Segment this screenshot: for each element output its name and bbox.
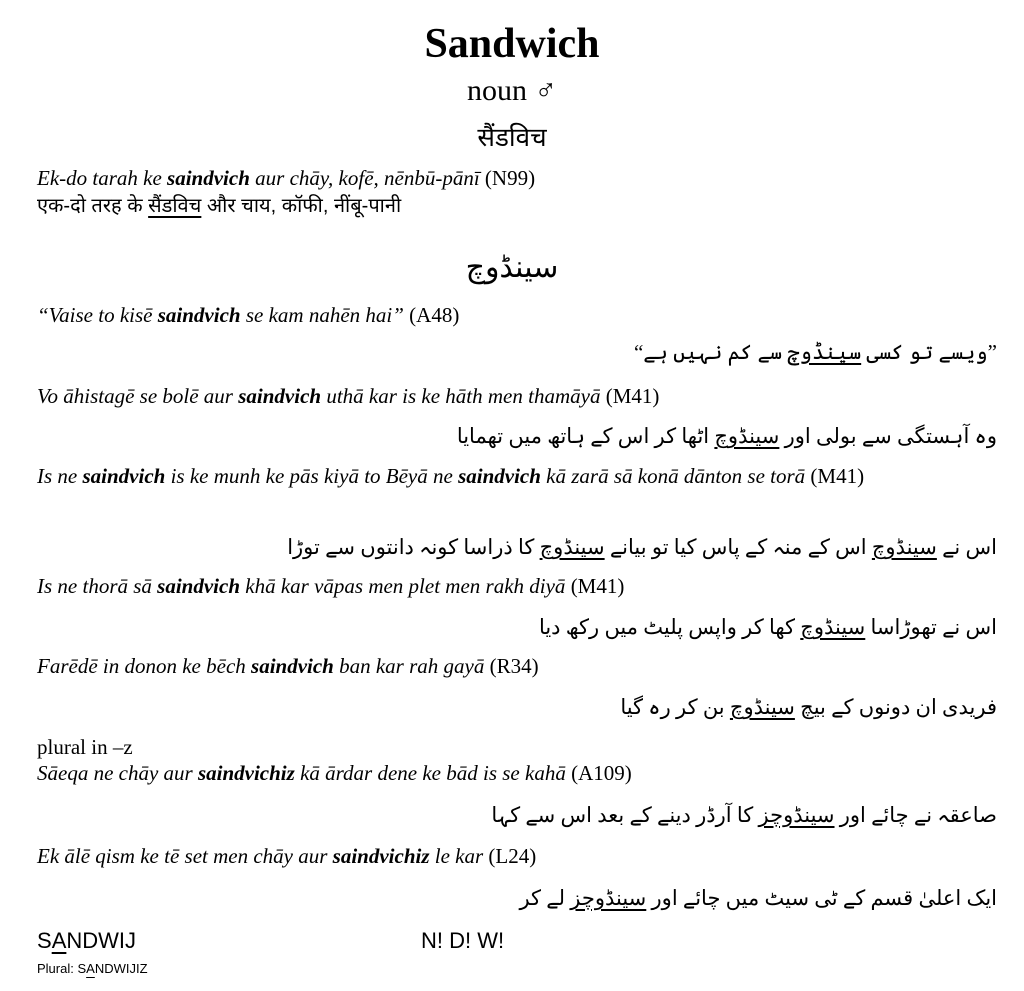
urdu-headword-underlined: سینڈوچ [800,615,866,639]
source-ref: (M41) [805,464,865,488]
headword-emphasis: saindvich [251,654,334,678]
example-transliteration: Is ne thorā sā saindvich khā kar vāpas men plet men rakh diyā (M41) [37,574,625,598]
headword-emphasis: saindvichiz [197,761,295,785]
urdu-headword-underlined: سینڈوچ [787,340,862,364]
source-ref: (M41) [565,574,625,598]
hindi-headword: सैंडविच [477,122,547,152]
example-urdu: اس نے تھوڑاسا سینڈوچ کھا کر واپس پلیٹ میں رکھ دیا [538,615,997,639]
urdu-headword-underlined: سینڈوچز [758,803,835,827]
example-urdu: ”ویسے تو کسی سینڈوچ سے کم نہیں ہے“ [633,340,997,364]
example-urdu: اس نے سینڈوچ اس کے منہ کے پاس کیا تو بیانے سینڈوچ کا ذراسا کونہ دانتوں سے توڑا [287,535,997,559]
phonetic-code: SANDWIJ [37,928,137,953]
example-hindi: एक-दो तरह के सैंडविच और चाय, कॉफी, नींबू-पानी [37,195,402,217]
hindi-headword-underlined: सैंडविच [148,195,202,217]
source-ref: (A109) [565,761,632,785]
headword-emphasis: saindvich [157,303,241,327]
example-transliteration: Vo āhistagē se bolē aur saindvich uthā kar is ke hāth men thamāyā (M41) [37,384,660,408]
example-urdu: صاعقہ نے چائے اور سینڈوچز کا آرڈر دینے کے بعد اس سے کہا [491,803,997,827]
example-urdu: فریدی ان دونوں کے بیچ سینڈوچ بن کر رہ گیا [620,695,997,719]
urdu-headword-underlined: سینڈوچ [714,424,780,448]
entry-title: Sandwich [424,21,600,67]
urdu-headword-underlined: سینڈوچ [871,535,937,559]
urdu-headword-underlined: سینڈوچ [729,695,795,719]
headword-emphasis: saindvich [157,574,241,598]
example-transliteration: Sāeqa ne chāy aur saindvichiz kā ārdar dene ke bād is se kahā (A109) [37,761,632,785]
plural-label: plural in –z [37,735,133,759]
source-ref: (M41) [600,384,660,408]
headword-emphasis: saindvich [238,384,322,408]
source-ref: (R34) [484,654,539,678]
urdu-headword-underlined: سینڈوچز [570,886,647,910]
example-transliteration: Is ne saindvich is ke munh ke pās kiyā to Bēyā ne saindvich kā zarā sā konā dānton se torā (M41) [37,464,865,488]
headword-emphasis: saindvichiz [332,844,430,868]
part-of-speech [0,74,1024,108]
pos-label: noun [467,74,527,107]
source-ref: (N99) [479,166,536,190]
masculine-icon: ♂ [534,74,557,107]
headword-emphasis: saindvich [458,464,541,488]
plural-phonetic-code: Plural: SANDWIJIZ [37,961,148,976]
example-transliteration: “Vaise to kisē saindvich se kam nahēn hai” (A48) [37,303,460,327]
urdu-headword-underlined: سینڈوچ [539,535,605,559]
source-ref: (A48) [403,303,460,327]
example-urdu: وہ آہستگی سے بولی اور سینڈوچ اٹھا کر اس کے ہاتھ میں تھمایا [456,424,997,448]
headword-emphasis: saindvich [167,166,250,190]
headword-emphasis: saindvich [82,464,166,488]
example-transliteration: Ek-do tarah ke saindvich aur chāy, kofē, nēnbū-pānī (N99) [37,166,536,190]
example-transliteration: Farēdē in donon ke bēch saindvich ban kar rah gayā (R34) [37,654,539,678]
example-urdu: ایک اعلیٰ قسم کے ٹی سیٹ میں چائے اور سینڈوچز لے کر [519,886,997,910]
example-transliteration: Ek ālē qism ke tē set men chāy aur saindvichiz le kar (L24) [37,844,537,868]
source-ref: (L24) [483,844,537,868]
urdu-headword: سینڈوچ [465,251,559,284]
consonant-skeleton: N! D! W! [421,928,505,953]
